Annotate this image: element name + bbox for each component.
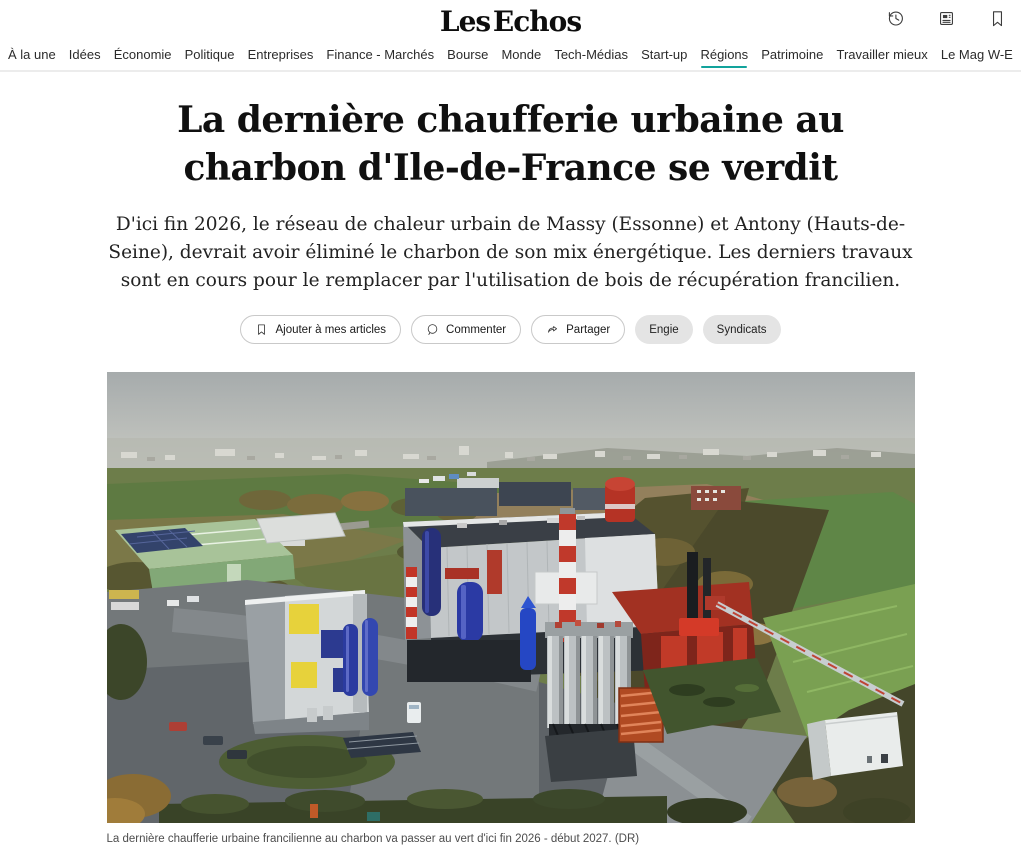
add-to-articles-label: Ajouter à mes articles [275, 323, 387, 336]
nav-item-a-la-une[interactable]: À la une [8, 47, 56, 62]
article-title-line2: charbon d'Ile-de-France se verdit [183, 146, 838, 189]
les-echos-logo[interactable]: Les Echos [439, 4, 582, 38]
nav-item-monde[interactable]: Monde [501, 47, 542, 62]
article-actions [107, 315, 915, 344]
nav-item-patrimoine[interactable]: Patrimoine [761, 47, 824, 62]
news-icon [937, 9, 956, 28]
share-label: Partager [566, 323, 611, 336]
nav-item-bourse[interactable]: Bourse [447, 47, 489, 62]
nav-item-economie[interactable]: Économie [113, 47, 172, 62]
nav-item-regions[interactable]: Régions [700, 43, 748, 69]
article-title [107, 97, 915, 192]
article-photo [107, 372, 915, 823]
bookmark-button[interactable] [988, 9, 1007, 28]
main-nav [0, 42, 1021, 72]
tag-syndicats[interactable]: Syndicats [703, 315, 781, 344]
add-to-articles-button[interactable] [240, 315, 401, 344]
comment-icon [426, 323, 439, 336]
comment-button[interactable] [411, 315, 521, 344]
nav-item-idees[interactable]: Idées [68, 47, 101, 62]
nav-item-entreprises[interactable]: Entreprises [247, 47, 314, 62]
nav-item-travailler-mieux[interactable]: Travailler mieux [836, 47, 928, 62]
bookmark-icon [988, 9, 1007, 28]
article [107, 97, 915, 847]
comment-label: Commenter [446, 323, 507, 336]
aerial-photo-illustration [107, 372, 915, 823]
site-header [0, 0, 1021, 42]
nav-item-tech-medias[interactable]: Tech-Médias [554, 47, 629, 62]
share-icon [546, 323, 559, 336]
bookmark-icon [255, 323, 268, 336]
nav-item-le-mag-we[interactable]: Le Mag W-E [940, 47, 1013, 62]
nav-item-start-up[interactable]: Start-up [641, 47, 688, 62]
share-button[interactable] [531, 315, 625, 344]
photo-caption: La dernière chaufferie urbaine francilienne au charbon va passer au vert d'ici fin 2026 - début 2027. (DR) [106, 833, 640, 846]
article-subtitle: D'ici fin 2026, le réseau de chaleur urbain de Massy (Essonne) et Antony (Hauts-de-Seine), devrait avoir éliminé le charbon de son mix énergétique. Les derniers travaux sont en cours pour le remplacer par l'utilisation de bois de récupération francilien. [108, 214, 913, 291]
news-button[interactable] [937, 9, 956, 28]
article-title-line1: La dernière chaufferie urbaine au [177, 99, 844, 141]
header-icons [886, 9, 1007, 28]
history-icon [886, 9, 905, 28]
nav-item-politique[interactable]: Politique [184, 47, 235, 62]
history-button[interactable] [886, 9, 905, 28]
nav-item-finance-marches[interactable]: Finance - Marchés [326, 47, 435, 62]
tag-engie[interactable]: Engie [635, 315, 692, 344]
